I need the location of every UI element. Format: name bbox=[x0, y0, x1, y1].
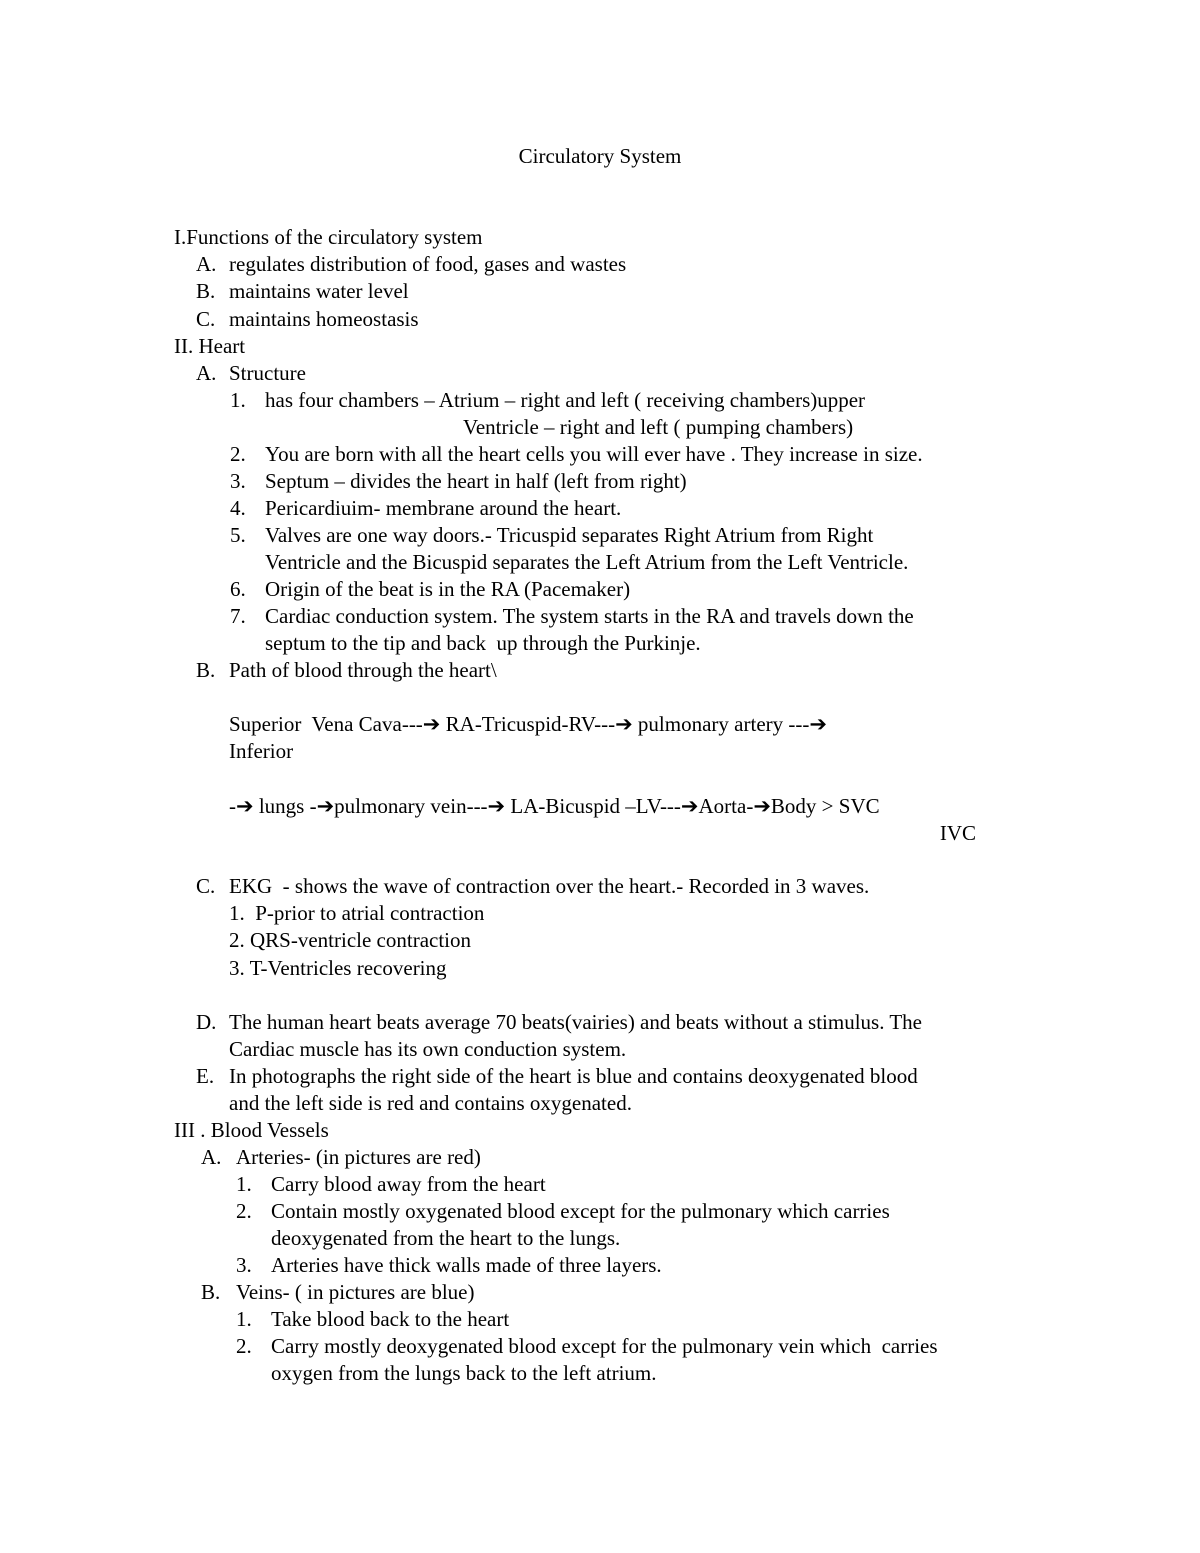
paragraph-line: The human heart beats average 70 beats(vairies) and beats without a stimulus. The bbox=[229, 1010, 922, 1034]
blood-path-line: Superior Vena Cava---➔ RA-Tricuspid-RV---➔ pulmonary artery ---➔ bbox=[229, 712, 827, 736]
subsection-heading: Arteries- (in pictures are red) bbox=[236, 1145, 481, 1169]
page-title: Circulatory System bbox=[518, 144, 682, 168]
list-marker: 3. bbox=[230, 469, 246, 493]
list-item: Valves are one way doors.- Tricuspid separates Right Atrium from Right bbox=[265, 523, 874, 547]
list-marker: 3. bbox=[236, 1253, 252, 1277]
subsection-heading: EKG - shows the wave of contraction over the heart.- Recorded in 3 waves. bbox=[229, 874, 870, 898]
list-item: You are born with all the heart cells you will ever have . They increase in size. bbox=[265, 442, 923, 466]
list-marker: B. bbox=[201, 1280, 221, 1304]
list-marker: D. bbox=[196, 1010, 217, 1034]
list-item: Carry mostly deoxygenated blood except for the pulmonary vein which carries bbox=[271, 1334, 938, 1358]
list-item: 1. P-prior to atrial contraction bbox=[229, 901, 485, 925]
list-marker: 7. bbox=[230, 604, 246, 628]
list-marker: 2. bbox=[236, 1334, 252, 1358]
paragraph-line: and the left side is red and contains oxygenated. bbox=[229, 1091, 632, 1115]
list-item-continuation: oxygen from the lungs back to the left atrium. bbox=[271, 1361, 657, 1385]
list-marker: A. bbox=[201, 1145, 222, 1169]
list-item: Contain mostly oxygenated blood except for the pulmonary which carries bbox=[271, 1199, 890, 1223]
list-item-continuation: Ventricle – right and left ( pumping chambers) bbox=[463, 415, 854, 439]
list-item: regulates distribution of food, gases and wastes bbox=[229, 252, 627, 276]
list-item: Origin of the beat is in the RA (Pacemaker) bbox=[265, 577, 631, 601]
list-item: Septum – divides the heart in half (left from right) bbox=[265, 469, 687, 493]
list-item-continuation: septum to the tip and back up through the Purkinje. bbox=[265, 631, 701, 655]
list-item: Arteries have thick walls made of three layers. bbox=[271, 1253, 662, 1277]
subsection-heading: Structure bbox=[229, 361, 306, 385]
list-marker: A. bbox=[196, 252, 217, 276]
list-marker: E. bbox=[196, 1064, 215, 1088]
list-marker: 5. bbox=[230, 523, 246, 547]
list-item: Cardiac conduction system. The system starts in the RA and travels down the bbox=[265, 604, 914, 628]
list-marker: B. bbox=[196, 279, 216, 303]
subsection-heading: Veins- ( in pictures are blue) bbox=[236, 1280, 475, 1304]
list-item: Take blood back to the heart bbox=[271, 1307, 510, 1331]
section-heading: I.Functions of the circulatory system bbox=[174, 225, 483, 249]
list-marker: 2. bbox=[236, 1199, 252, 1223]
section-heading: III . Blood Vessels bbox=[174, 1118, 329, 1142]
list-item: has four chambers – Atrium – right and left ( receiving chambers)upper bbox=[265, 388, 866, 412]
list-marker: 2. bbox=[230, 442, 246, 466]
list-marker: A. bbox=[196, 361, 217, 385]
section-heading: II. Heart bbox=[174, 334, 246, 358]
paragraph-line: In photographs the right side of the heart is blue and contains deoxygenated blood bbox=[229, 1064, 918, 1088]
list-marker: 1. bbox=[236, 1307, 252, 1331]
list-item: Pericardiuim- membrane around the heart. bbox=[265, 496, 622, 520]
list-item: maintains homeostasis bbox=[229, 307, 419, 331]
list-marker: B. bbox=[196, 658, 216, 682]
list-item-continuation: deoxygenated from the heart to the lungs. bbox=[271, 1226, 621, 1250]
list-item: 3. T-Ventricles recovering bbox=[229, 956, 447, 980]
list-item: 2. QRS-ventricle contraction bbox=[229, 928, 472, 952]
list-marker: 4. bbox=[230, 496, 246, 520]
list-marker: 1. bbox=[230, 388, 246, 412]
paragraph-line: Cardiac muscle has its own conduction system. bbox=[229, 1037, 627, 1061]
list-marker: C. bbox=[196, 307, 216, 331]
list-marker: 1. bbox=[236, 1172, 252, 1196]
list-marker: C. bbox=[196, 874, 216, 898]
list-item: Carry blood away from the heart bbox=[271, 1172, 546, 1196]
blood-path-line: Inferior bbox=[229, 739, 294, 763]
list-marker: 6. bbox=[230, 577, 246, 601]
subsection-heading: Path of blood through the heart\ bbox=[229, 658, 497, 682]
list-item-continuation: Ventricle and the Bicuspid separates the Left Atrium from the Left Ventricle. bbox=[265, 550, 909, 574]
blood-path-line: -➔ lungs -➔pulmonary vein---➔ LA-Bicuspid –LV---➔Aorta-➔Body > SVC bbox=[229, 794, 880, 818]
blood-path-line: IVC bbox=[939, 821, 976, 845]
list-item: maintains water level bbox=[229, 279, 409, 303]
